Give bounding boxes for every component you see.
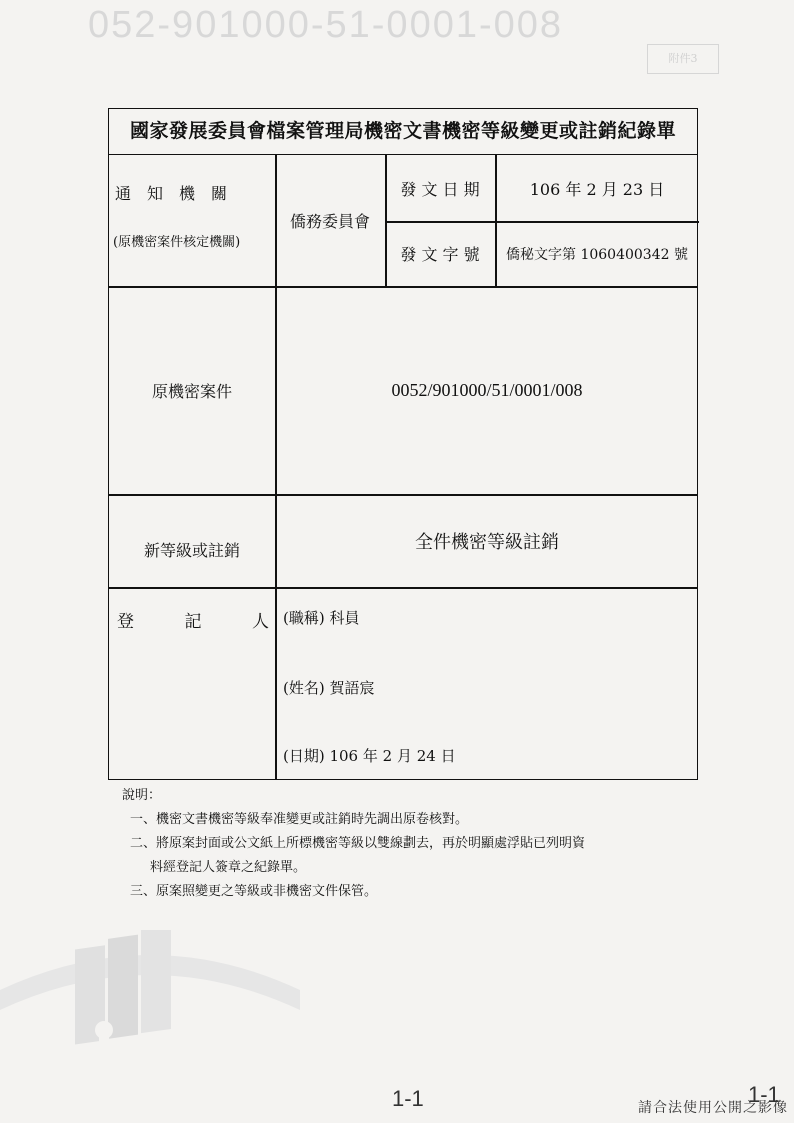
divider-row-3 — [109, 587, 697, 589]
archive-watermark-icon — [0, 930, 300, 1080]
registrant-label-char-3: 人 — [252, 612, 269, 632]
ghost-archive-number: 052-901000-51-0001-008 — [88, 4, 564, 46]
ghost-attachment-box: 附件3 — [647, 44, 719, 74]
doc-number-label: 發 文 字 號 — [400, 245, 480, 264]
notes-heading: 說明： — [122, 788, 162, 803]
usage-notice: 請合法使用公開之影像 — [638, 1100, 788, 1116]
note-item-3: 三、原案照變更之等級或非機密文件保管。 — [130, 884, 378, 899]
new-level-label: 新等級或註銷 — [143, 541, 240, 560]
registrant-date: (日期) 106 年 2 月 24 日 — [283, 747, 456, 765]
note-item-2-continued: 料經登記人簽章之紀錄單。 — [150, 860, 307, 875]
notifying-agency-label: 通 知 機 關 — [115, 184, 228, 203]
issue-date-label: 發 文 日 期 — [400, 179, 480, 199]
page-mark-right: 1-1 — [748, 1082, 780, 1107]
form-title: 國家發展委員會檔案管理局機密文書機密等級變更或註銷紀錄單 — [109, 109, 697, 155]
doc-number-value: 僑秘文字第 1060400342 號 — [506, 246, 688, 263]
notes-section — [122, 784, 702, 904]
original-case-value: 0052/901000/51/0001/008 — [391, 379, 583, 400]
issue-date-value: 106 年 2 月 23 日 — [529, 179, 665, 199]
registrant-name: (姓名) 賀語宸 — [283, 679, 375, 697]
original-case-label: 原機密案件 — [151, 381, 232, 401]
note-item-1: 一、機密文書機密等級奉准變更或註銷時先調出原卷核對。 — [130, 812, 469, 827]
note-item-2: 二、將原案封面或公文紙上所標機密等級以雙線劃去，再於明顯處浮貼已列明資 — [130, 836, 586, 851]
registrant-label-char-2: 記 — [184, 612, 202, 632]
record-form — [108, 108, 698, 780]
page-mark-left: 1-1 — [392, 1086, 424, 1111]
registrant-label-char-1: 登 — [117, 612, 134, 632]
notifying-agency-sublabel: (原機密案件核定機關) — [113, 235, 241, 250]
registrant-label — [117, 607, 269, 632]
new-level-value: 全件機密等級註銷 — [415, 531, 559, 553]
registrant-title: (職稱) 科員 — [283, 609, 360, 627]
notifying-agency-value: 僑務委員會 — [289, 212, 370, 231]
